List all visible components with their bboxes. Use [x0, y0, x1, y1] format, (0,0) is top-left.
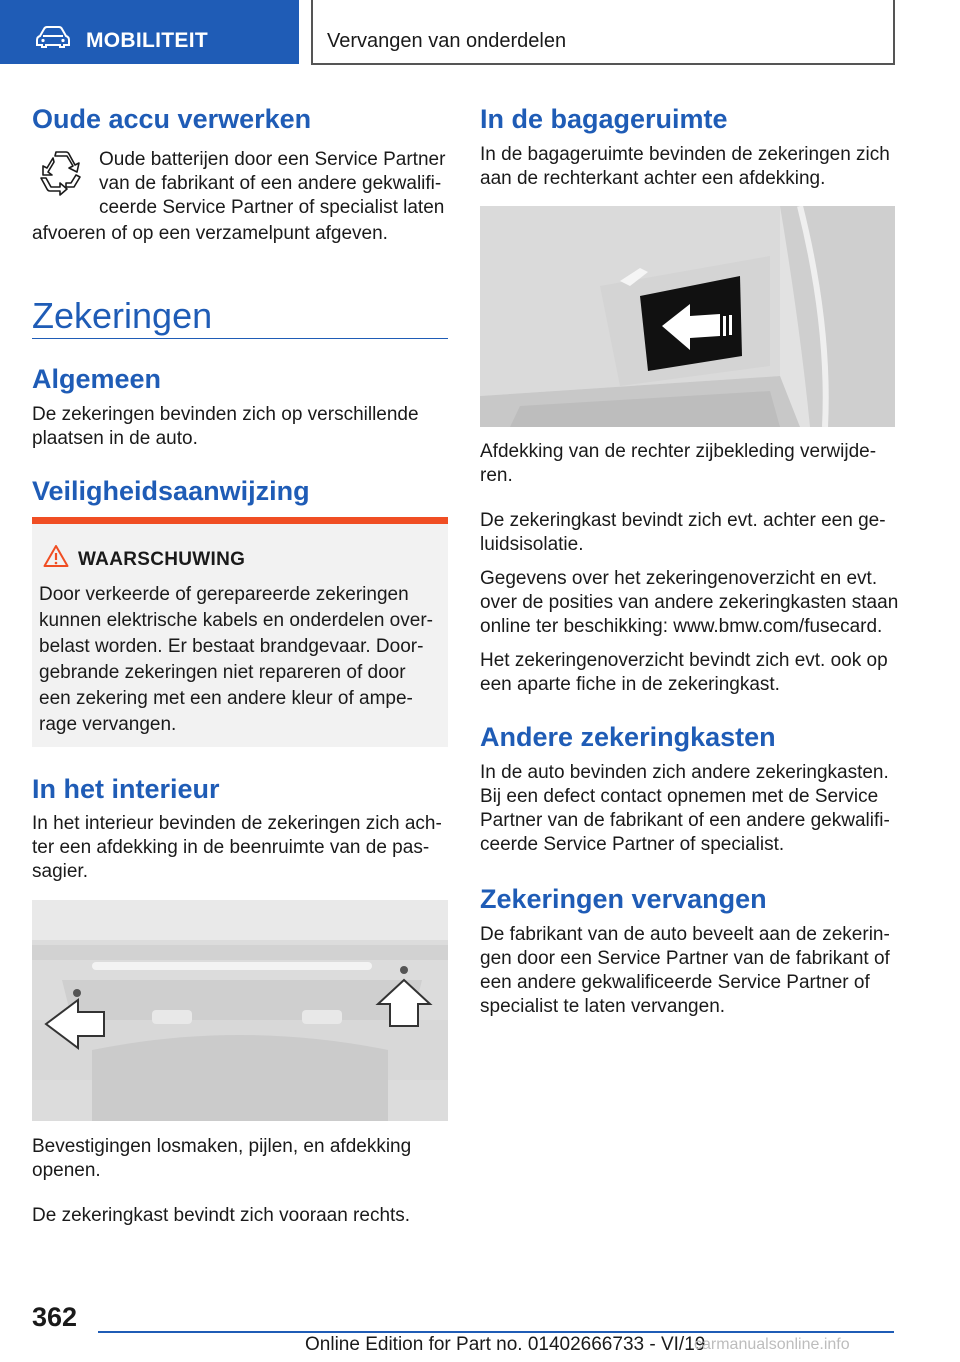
recycle-icon: [36, 150, 86, 198]
trunk-heading: In de bagageruimte: [480, 104, 728, 134]
text-line: ren.: [480, 465, 513, 486]
old-battery-indent-text: [99, 148, 459, 220]
text-line: De zekeringkast bevindt zich evt. achter een ge-: [480, 510, 886, 531]
text-line: rage vervangen.: [39, 714, 177, 735]
replace-fuses-text: [480, 923, 900, 1019]
trunk-paragraph-3: [480, 649, 900, 697]
text-line: gen door een Service Partner van de fabrikant of: [480, 948, 890, 969]
interior-heading: In het interieur: [32, 774, 220, 804]
old-battery-heading: Oude accu verwerken: [32, 104, 312, 134]
text-line: In de auto bevinden zich andere zekeringkasten.: [480, 762, 889, 783]
text-line: belast worden. Er bestaat brandgevaar. Door-: [39, 636, 424, 657]
text-line: Bij een defect contact opnemen met de Service: [480, 786, 879, 807]
text-line: van de fabrikant of een andere gekwalifi-: [99, 173, 442, 194]
text-line: ter een afdekking in de beenruimte van de pas-: [32, 837, 430, 858]
chapter-title: Vervangen van onderdelen: [327, 30, 567, 52]
old-battery-last-line: afvoeren of op een verzamelpunt afgeven.: [32, 223, 388, 244]
footer-edition: Online Edition for Part no. 01402666733 - VI/19: [305, 1334, 706, 1355]
car-icon: [36, 26, 70, 48]
text-line: In het interieur bevinden de zekeringen zich ach-: [32, 813, 442, 834]
text-line: specialist te laten vervangen.: [480, 996, 726, 1017]
trunk-caption: [480, 440, 896, 488]
trunk-panel-photo: [480, 206, 895, 427]
interior-caption: [32, 1135, 448, 1183]
text-line: ceerde Service Partner of specialist laten: [99, 197, 445, 218]
text-line: een aparte fiche in de zekeringkast.: [480, 674, 780, 695]
text-line: ceerde Service Partner of specialist.: [480, 834, 785, 855]
text-line: De fabrikant van de auto beveelt aan de zekerin-: [480, 924, 890, 945]
warning-text: [39, 582, 439, 738]
interior-footwell-photo: [32, 900, 448, 1121]
text-line: Het zekeringenoverzicht bevindt zich evt. ook op: [480, 650, 888, 671]
warning-label: WAARSCHUWING: [78, 549, 246, 570]
text-line: openen.: [32, 1160, 101, 1181]
text-line: over de posities van andere zekeringkasten staan: [480, 592, 899, 613]
text-line: Afdekking van de rechter zijbekleding verwijde-: [480, 441, 877, 462]
text-line: online ter beschikking: www.bmw.com/fusecard.: [480, 616, 883, 637]
text-line: plaatsen in de auto.: [32, 428, 198, 449]
trunk-text: [480, 143, 896, 191]
other-fuseboxes-text: [480, 761, 900, 857]
text-line: Gegevens over het zekeringenoverzicht en evt.: [480, 568, 878, 589]
warning-box: [32, 517, 448, 747]
general-heading: Algemeen: [32, 364, 162, 394]
trunk-paragraph-2: [480, 567, 900, 639]
text-line: een zekering met een andere kleur of ampe-: [39, 688, 413, 709]
other-fuseboxes-heading: Andere zekeringkasten: [480, 722, 776, 752]
text-line: gebrande zekeringen niet repareren of door: [39, 662, 406, 683]
text-line: In de bagageruimte bevinden de zekeringen zich: [480, 144, 890, 165]
replace-fuses-heading: Zekeringen vervangen: [480, 884, 767, 914]
heading-rule: [32, 338, 448, 339]
text-line: De zekeringen bevinden zich op verschillende: [32, 404, 419, 425]
section-tab[interactable]: [0, 0, 299, 64]
text-line: kunnen elektrische kabels en onderdelen over-: [39, 610, 433, 631]
chapter-header: [311, 0, 895, 65]
trunk-paragraph-1: [480, 509, 900, 557]
text-line: aan de rechterkant achter een afdekking.: [480, 168, 826, 189]
general-text: [32, 403, 448, 451]
warning-triangle-icon: [43, 544, 69, 568]
text-line: Oude batterijen door een Service Partner: [99, 149, 446, 170]
text-line: Bevestigingen losmaken, pijlen, en afdekking: [32, 1136, 412, 1157]
footer-rule: [98, 1331, 894, 1333]
text-line: Partner van de fabrikant of een andere gekwalifi-: [480, 810, 890, 831]
section-label: MOBILITEIT: [86, 29, 208, 52]
text-line: een andere gekwalificeerde Service Partner of: [480, 972, 870, 993]
fuses-heading: Zekeringen: [32, 295, 213, 336]
text-line: sagier.: [32, 861, 88, 882]
interior-text: [32, 812, 448, 884]
text-line: Door verkeerde of gerepareerde zekeringen: [39, 584, 409, 605]
text-line: luidsisolatie.: [480, 534, 584, 555]
safety-heading: Veiligheidsaanwijzing: [32, 476, 310, 506]
interior-location-text: De zekeringkast bevindt zich vooraan rechts.: [32, 1205, 411, 1226]
watermark: carmanualsonline.info: [694, 1336, 850, 1353]
page-number: 362: [32, 1302, 78, 1332]
